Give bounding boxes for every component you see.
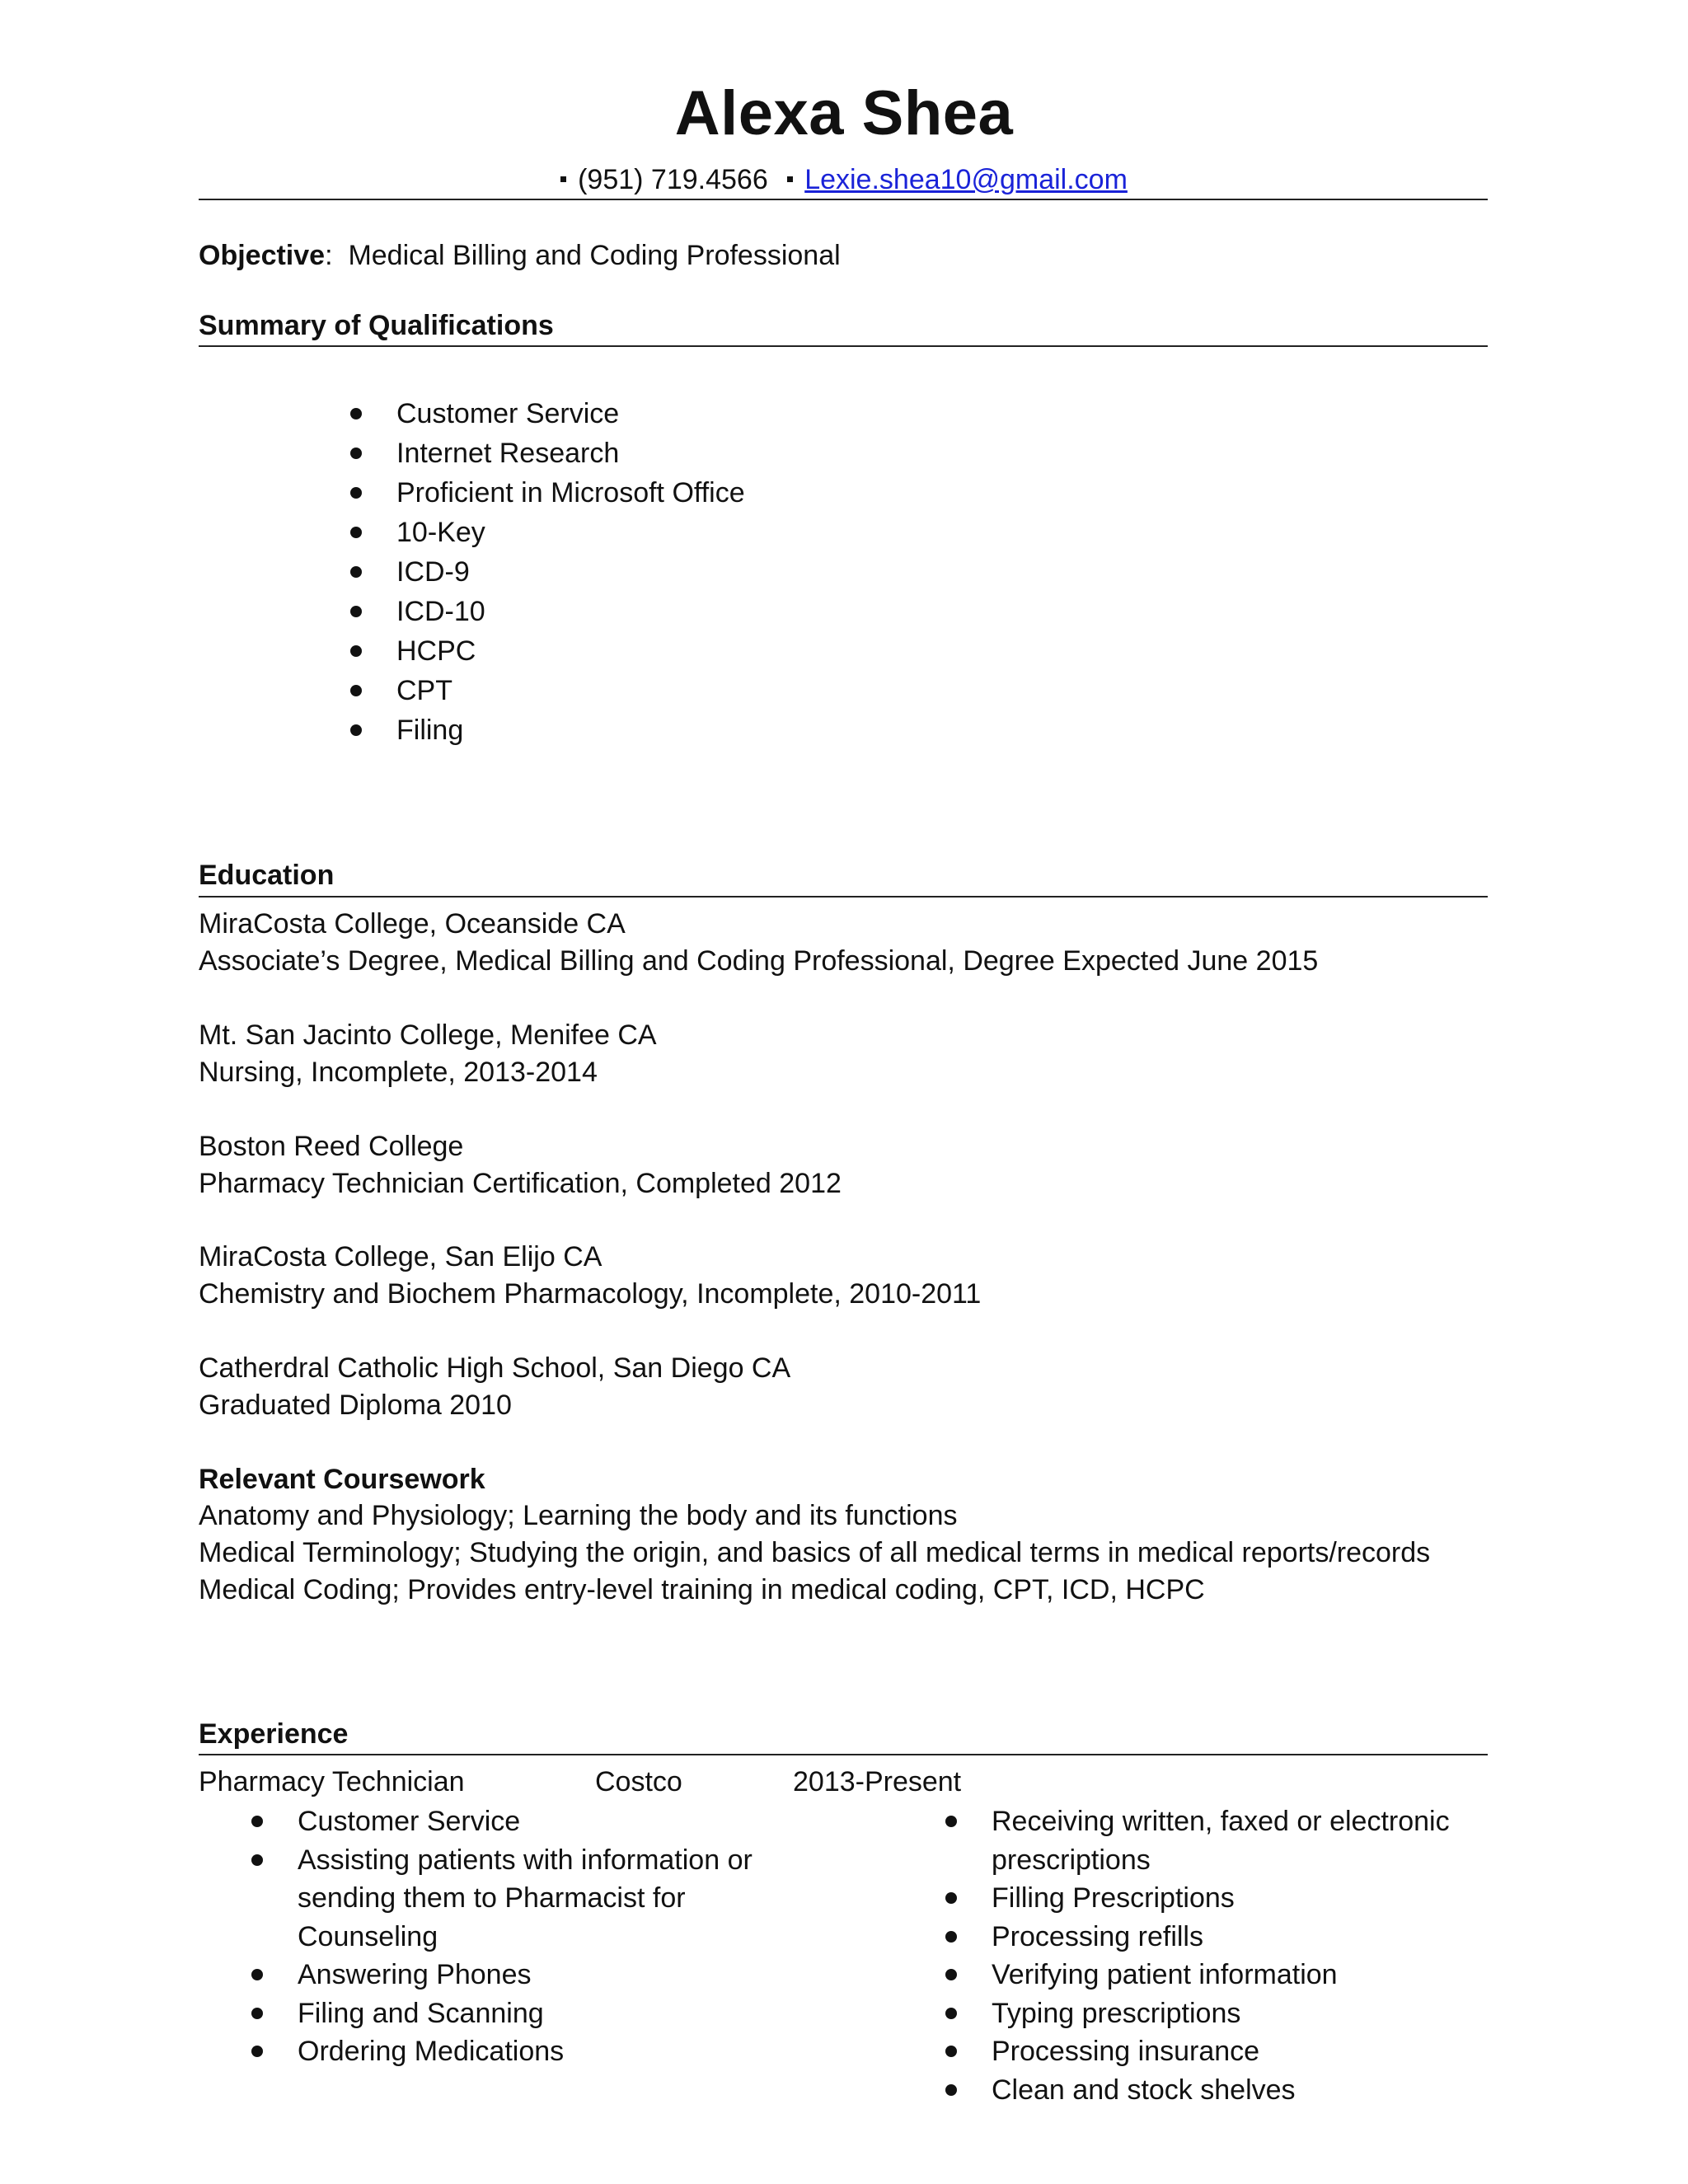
- education-school: Catherdral Catholic High School, San Diego CA: [199, 1352, 791, 1384]
- list-item: Processing insurance: [992, 2032, 1450, 2071]
- education-school: Mt. San Jacinto College, Menifee CA: [199, 1019, 657, 1051]
- list-item: Filing and Scanning: [298, 1994, 753, 2033]
- round-bullet-icon: [350, 724, 362, 736]
- education-detail: Pharmacy Technician Certification, Completed 2012: [199, 1168, 842, 1199]
- experience-heading: Experience: [199, 1718, 349, 1750]
- list-item: HCPC: [396, 631, 745, 671]
- list-item: Typing prescriptions: [992, 1994, 1450, 2033]
- education-school: Boston Reed College: [199, 1131, 464, 1162]
- education-detail: Nursing, Incomplete, 2013-2014: [199, 1057, 598, 1088]
- list-item: Filing: [396, 710, 745, 750]
- round-bullet-icon: [945, 2084, 957, 2096]
- round-bullet-icon: [945, 2008, 957, 2019]
- round-bullet-icon: [251, 1816, 263, 1827]
- experience-duties-right: [992, 1802, 1450, 2109]
- round-bullet-icon: [945, 1969, 957, 1980]
- round-bullet-icon: [350, 408, 362, 419]
- round-bullet-icon: [350, 685, 362, 696]
- job-company: Costco: [595, 1766, 682, 1797]
- list-item: Verifying patient information: [992, 1956, 1450, 1994]
- phone-number: (951) 719.4566: [578, 164, 768, 195]
- round-bullet-icon: [251, 1854, 263, 1866]
- list-item: ICD-10: [396, 592, 745, 631]
- list-item: prescriptions: [992, 1844, 1151, 1876]
- list-item: ICD-9: [396, 552, 745, 592]
- list-item: sending them to Pharmacist for: [298, 1882, 686, 1914]
- qualifications-list: [396, 394, 745, 750]
- list-item: Receiving written, faxed or electronic: [992, 1802, 1450, 1841]
- education-detail: Graduated Diploma 2010: [199, 1390, 512, 1421]
- round-bullet-icon: [945, 1892, 957, 1904]
- square-bullet-icon: [787, 176, 793, 182]
- objective-separator: :: [325, 240, 333, 271]
- round-bullet-icon: [350, 645, 362, 657]
- education-divider: [199, 896, 1488, 898]
- list-item: Proficient in Microsoft Office: [396, 473, 745, 513]
- round-bullet-icon: [945, 1816, 957, 1827]
- list-item: Filling Prescriptions: [992, 1879, 1450, 1918]
- experience-duties-left: [298, 1802, 753, 2071]
- round-bullet-icon: [251, 1969, 263, 1980]
- coursework-item: Medical Coding; Provides entry-level training in medical coding, CPT, ICD, HCPC: [199, 1574, 1205, 1605]
- list-item: Counseling: [298, 1920, 438, 1952]
- round-bullet-icon: [350, 448, 362, 459]
- list-item: Assisting patients with information or: [298, 1841, 753, 1880]
- round-bullet-icon: [350, 566, 362, 578]
- list-item: Internet Research: [396, 434, 745, 473]
- education-heading: Education: [199, 860, 335, 891]
- header-divider: [199, 199, 1488, 200]
- round-bullet-icon: [350, 487, 362, 499]
- round-bullet-icon: [945, 1931, 957, 1943]
- list-item: Clean and stock shelves: [992, 2071, 1450, 2110]
- round-bullet-icon: [350, 606, 362, 617]
- list-item: CPT: [396, 671, 745, 710]
- education-detail: Associate’s Degree, Medical Billing and Coding Professional, Degree Expected June 2015: [199, 945, 1319, 977]
- objective-value: Medical Billing and Coding Professional: [348, 240, 841, 271]
- objective-label: Objective: [199, 240, 326, 271]
- candidate-name: Alexa Shea: [674, 78, 1014, 148]
- list-item: 10-Key: [396, 513, 745, 552]
- round-bullet-icon: [945, 2046, 957, 2057]
- education-school: MiraCosta College, Oceanside CA: [199, 908, 626, 940]
- education-school: MiraCosta College, San Elijo CA: [199, 1241, 603, 1272]
- summary-divider: [199, 345, 1488, 347]
- round-bullet-icon: [251, 2046, 263, 2057]
- job-title: Pharmacy Technician: [199, 1766, 465, 1797]
- coursework-item: Anatomy and Physiology; Learning the body and its functions: [199, 1500, 958, 1531]
- round-bullet-icon: [251, 2008, 263, 2019]
- job-dates: 2013-Present: [793, 1766, 962, 1797]
- education-detail: Chemistry and Biochem Pharmacology, Incomplete, 2010-2011: [199, 1278, 982, 1310]
- objective-line: [199, 237, 841, 274]
- square-bullet-icon: [560, 176, 566, 182]
- experience-divider: [199, 1754, 1488, 1755]
- list-item: Customer Service: [298, 1802, 753, 1841]
- email-link[interactable]: Lexie.shea10@gmail.com: [804, 164, 1128, 195]
- list-item: Answering Phones: [298, 1956, 753, 1994]
- list-item: Ordering Medications: [298, 2032, 753, 2071]
- summary-heading: Summary of Qualifications: [199, 310, 554, 341]
- contact-line: [0, 162, 1688, 198]
- coursework-item: Medical Terminology; Studying the origin, and basics of all medical terms in medical reports/records: [199, 1537, 1431, 1568]
- list-item: Processing refills: [992, 1918, 1450, 1957]
- list-item: Customer Service: [396, 394, 745, 434]
- round-bullet-icon: [350, 527, 362, 538]
- coursework-heading: Relevant Coursework: [199, 1464, 485, 1495]
